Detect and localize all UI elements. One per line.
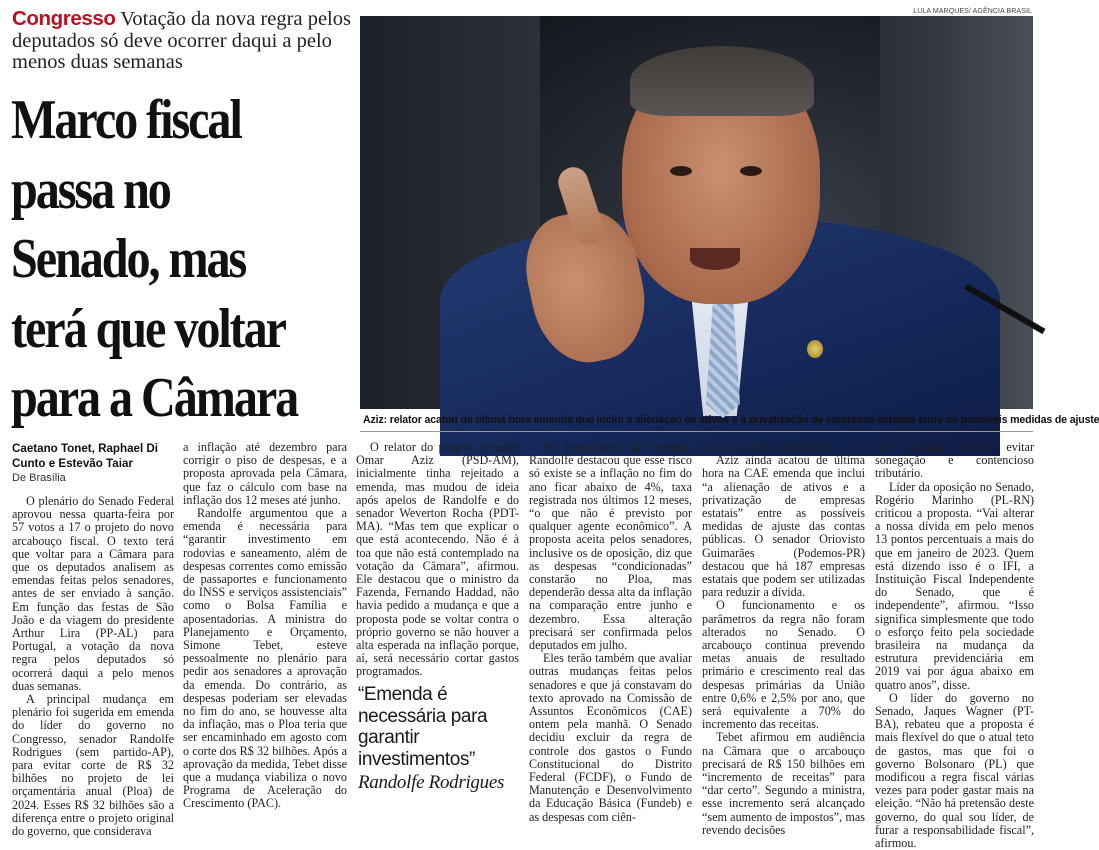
photo-hair <box>630 46 814 116</box>
photo-credit: LULA MARQUES/ AGÊNCIA BRASIL <box>913 8 1032 15</box>
paragraph: O líder do governo no Senado, Jaques Wagner (PT-BA), rebateu que a proposta é mais flexível do que o atual teto de gastos, mas que foi o governo Bolsonaro (PL) que modificou a regra fiscal várias vezes para poder gastar mais na eleição. “Não há pretensão deste governo, do qual sou líder, de furar a responsabilidade fiscal”, afirmou. <box>875 690 1034 850</box>
paragraph: Na justificativa da emenda, Randolfe destacou que esse risco só existe se a inflação no fim do ano ficar abaixo de 4%, taxa registrada nos últimos 12 meses, “o que não é previsto por qualquer agente econômico”. A proposta aceita pelos senadores, inclusive os de oposição, diz que as despesas “condicionadas” constarão no Ploa, mas dependerão dessa alta da inflação na comparação entre junho e dezembro. Essa alteração precisará ser confirmada pelos deputados em julho. <box>529 440 692 653</box>
pull-quote-text: “Emenda é necessária para garantir investimentos” <box>358 684 488 770</box>
paragraph: Tebet afirmou em audiência na Câmara que o arcabouço precisará de R$ 150 bilhões em “incremento de receitas” para “dar certo”. Segundo a ministra, esse incremento será alcançado “sem aumento de impostos”, mas revendo decisões <box>702 730 865 837</box>
paragraph: cia, tecnologia e inovação. <box>702 440 832 454</box>
paragraph: Eles terão também que avaliar outras mudanças feitas pelos senadores e que já constavam do texto aprovado na Comissão de Assuntos Econômicos (CAE) ontem pela manhã. O Senado decidiu excluir da regra de controle dos gastos o Fundo Constitucional do Distrito Federal (FCDF), o Fundo de Manutenção e Desenvolvimento da Educação Básica (Fundeb) e as despesas com ciên- <box>529 651 692 824</box>
text-column-6 <box>875 441 1034 850</box>
lapel-pin <box>807 340 823 358</box>
paragraph: Líder da oposição no Senado, Rogério Marinho (PL-RN) criticou a proposta. “Vai alterar a nossa dívida em pelo menos 13 pontos percentuais a mais do que em janeiro de 2023. Quem está dizendo isso é o IFI, a Instituição Fiscal Independente do Senado, que é independente”, afirmou. “Isso significa simplesmente que todo o esforço feito pela sociedade brasileira na mudança da estrutura previdenciária em 2019 vai por água abaixo em quatro anos”, disse. <box>875 479 1034 692</box>
text-column-3 <box>356 441 519 679</box>
paragraph: O relator do projeto, senador Omar Aziz (PSD-AM), inicialmente tinha rejeitado a emenda, mas mudou de ideia após apelos de Randolfe e do senador Weverton Rocha (PDT-MA). “Mas tem que explicar o que está acontecendo. Não é à toa que não está contemplado na votação da Câmara”, afirmou. Ele destacou que o ministro da Fazenda, Fernando Haddad, não havia pedido a mudança e que a proposta pode se voltar contra o próprio governo se não houver a alta esperada na inflação porque, aí, será necessário cortar gastos programados. <box>356 440 519 679</box>
pull-quote <box>358 684 518 794</box>
photo-mouth <box>690 248 740 270</box>
paragraph: O funcionamento e os parâmetros da regra não foram alterados no Senado. O arcabouço continua prevendo metas anuais de resultado primário e crescimento real das despesas primárias da União entre 0,6% e 2,5% por ano, que será equivalente a 70% do incremento das receitas. <box>702 598 865 732</box>
byline-place: De Brasília <box>12 472 66 484</box>
headline-line: terá que voltar <box>11 297 285 360</box>
section-tag: Congresso <box>12 7 116 30</box>
paragraph: Randolfe argumentou que a emenda é necessária para “garantir investimento em rodovias e saneamento, além de despesas correntes como emissão de passaportes e funcionamento do INSS e serviços assistenciais” como o Bolsa Família e aposentadorias. A ministra do Planejamento e Orçamento, Simone Tebet, esteve pessoalmente no plenário para pedir aos senadores a aprovação da emenda. Do contrário, as despesas poderiam ser elevadas no fim do ano, se houvesse alta da inflação, mas o Ploa teria que ser encaminhado em agosto com o corte dos R$ 32 bilhões. Após a aprovação da medida, Tebet disse que a mudança viabiliza o novo Programa de Aceleração do Crescimento (PAC). <box>183 506 347 811</box>
paragraph: O plenário do Senado Federal aprovou nessa quarta-feira por 57 votos a 17 o projeto do novo arcabouço fiscal. O texto terá que voltar para a Câmara para que os deputados analisem as emendas feitas pelos senadores, antes de ser enviado à sanção. Em função das festas de São João e da viagem do presidente Arthur Lira (PP-AL) para Portugal, a votação da nova regra pelos deputados só ocorrerá daqui a pelo menos duas semanas. <box>12 494 174 693</box>
headline-line: passa no <box>11 158 170 221</box>
text-column-1 <box>12 495 174 838</box>
caption-rule <box>360 431 1033 432</box>
paragraph: A principal mudança em plenário foi sugerida em emenda do líder do governo no Congresso, senador Randolfe Rodrigues (sem partido-AP), para evitar corte de R$ 32 bilhões no projeto de lei orçamentária anual (Ploa) de 2024. Esses R$ 32 bilhões são a diferença entre o projeto original do governo, que considerava <box>12 692 174 839</box>
kicker-text: Votação da nova regra pelos deputados só deve ocorrer daqui a pelo menos duas semanas <box>12 8 351 73</box>
pull-quote-author: Randolfe Rodrigues <box>358 772 505 793</box>
headline-line: para a Câmara <box>11 367 298 429</box>
paragraph: a inflação até dezembro para corrigir o piso de despesas, e a proposta aprovada pela Câmara, que faz o cálculo com base na inflação dos 12 meses até junho. <box>183 440 347 507</box>
text-column-2 <box>183 441 347 811</box>
text-column-4 <box>529 441 692 824</box>
photo-eye <box>670 166 692 176</box>
paragraph: do passado para evitar sonegação e contencioso tributário. <box>875 440 1034 481</box>
kicker <box>12 8 357 74</box>
byline-names: Caetano Tonet, Raphael Di Cunto e Estevão Taiar <box>12 442 159 470</box>
paragraph: Aziz ainda acatou de última hora na CAE emenda que inclui “a alienação de ativos e a privatização de empresas estatais” entre as possíveis medidas de ajuste das contas públicas. O senador Oriovisto Guimarães (Podemos-PR) destacou que há 187 empresas estatais que podem ser utilizadas para reduzir a dívida. <box>702 453 865 600</box>
photo-caption: Aziz: relator acatou de última hora emenda que inclui a alienação de ativos e a privatização de empresas estatais entre as possíveis medidas de ajuste <box>363 414 1099 426</box>
byline <box>12 441 172 486</box>
text-column-5 <box>702 441 865 837</box>
headline <box>11 86 308 434</box>
headline-line: Senado, mas <box>11 228 246 290</box>
news-photo <box>360 16 1033 409</box>
photo-eye <box>740 166 762 176</box>
headline-line: Marco fiscal <box>11 89 241 151</box>
